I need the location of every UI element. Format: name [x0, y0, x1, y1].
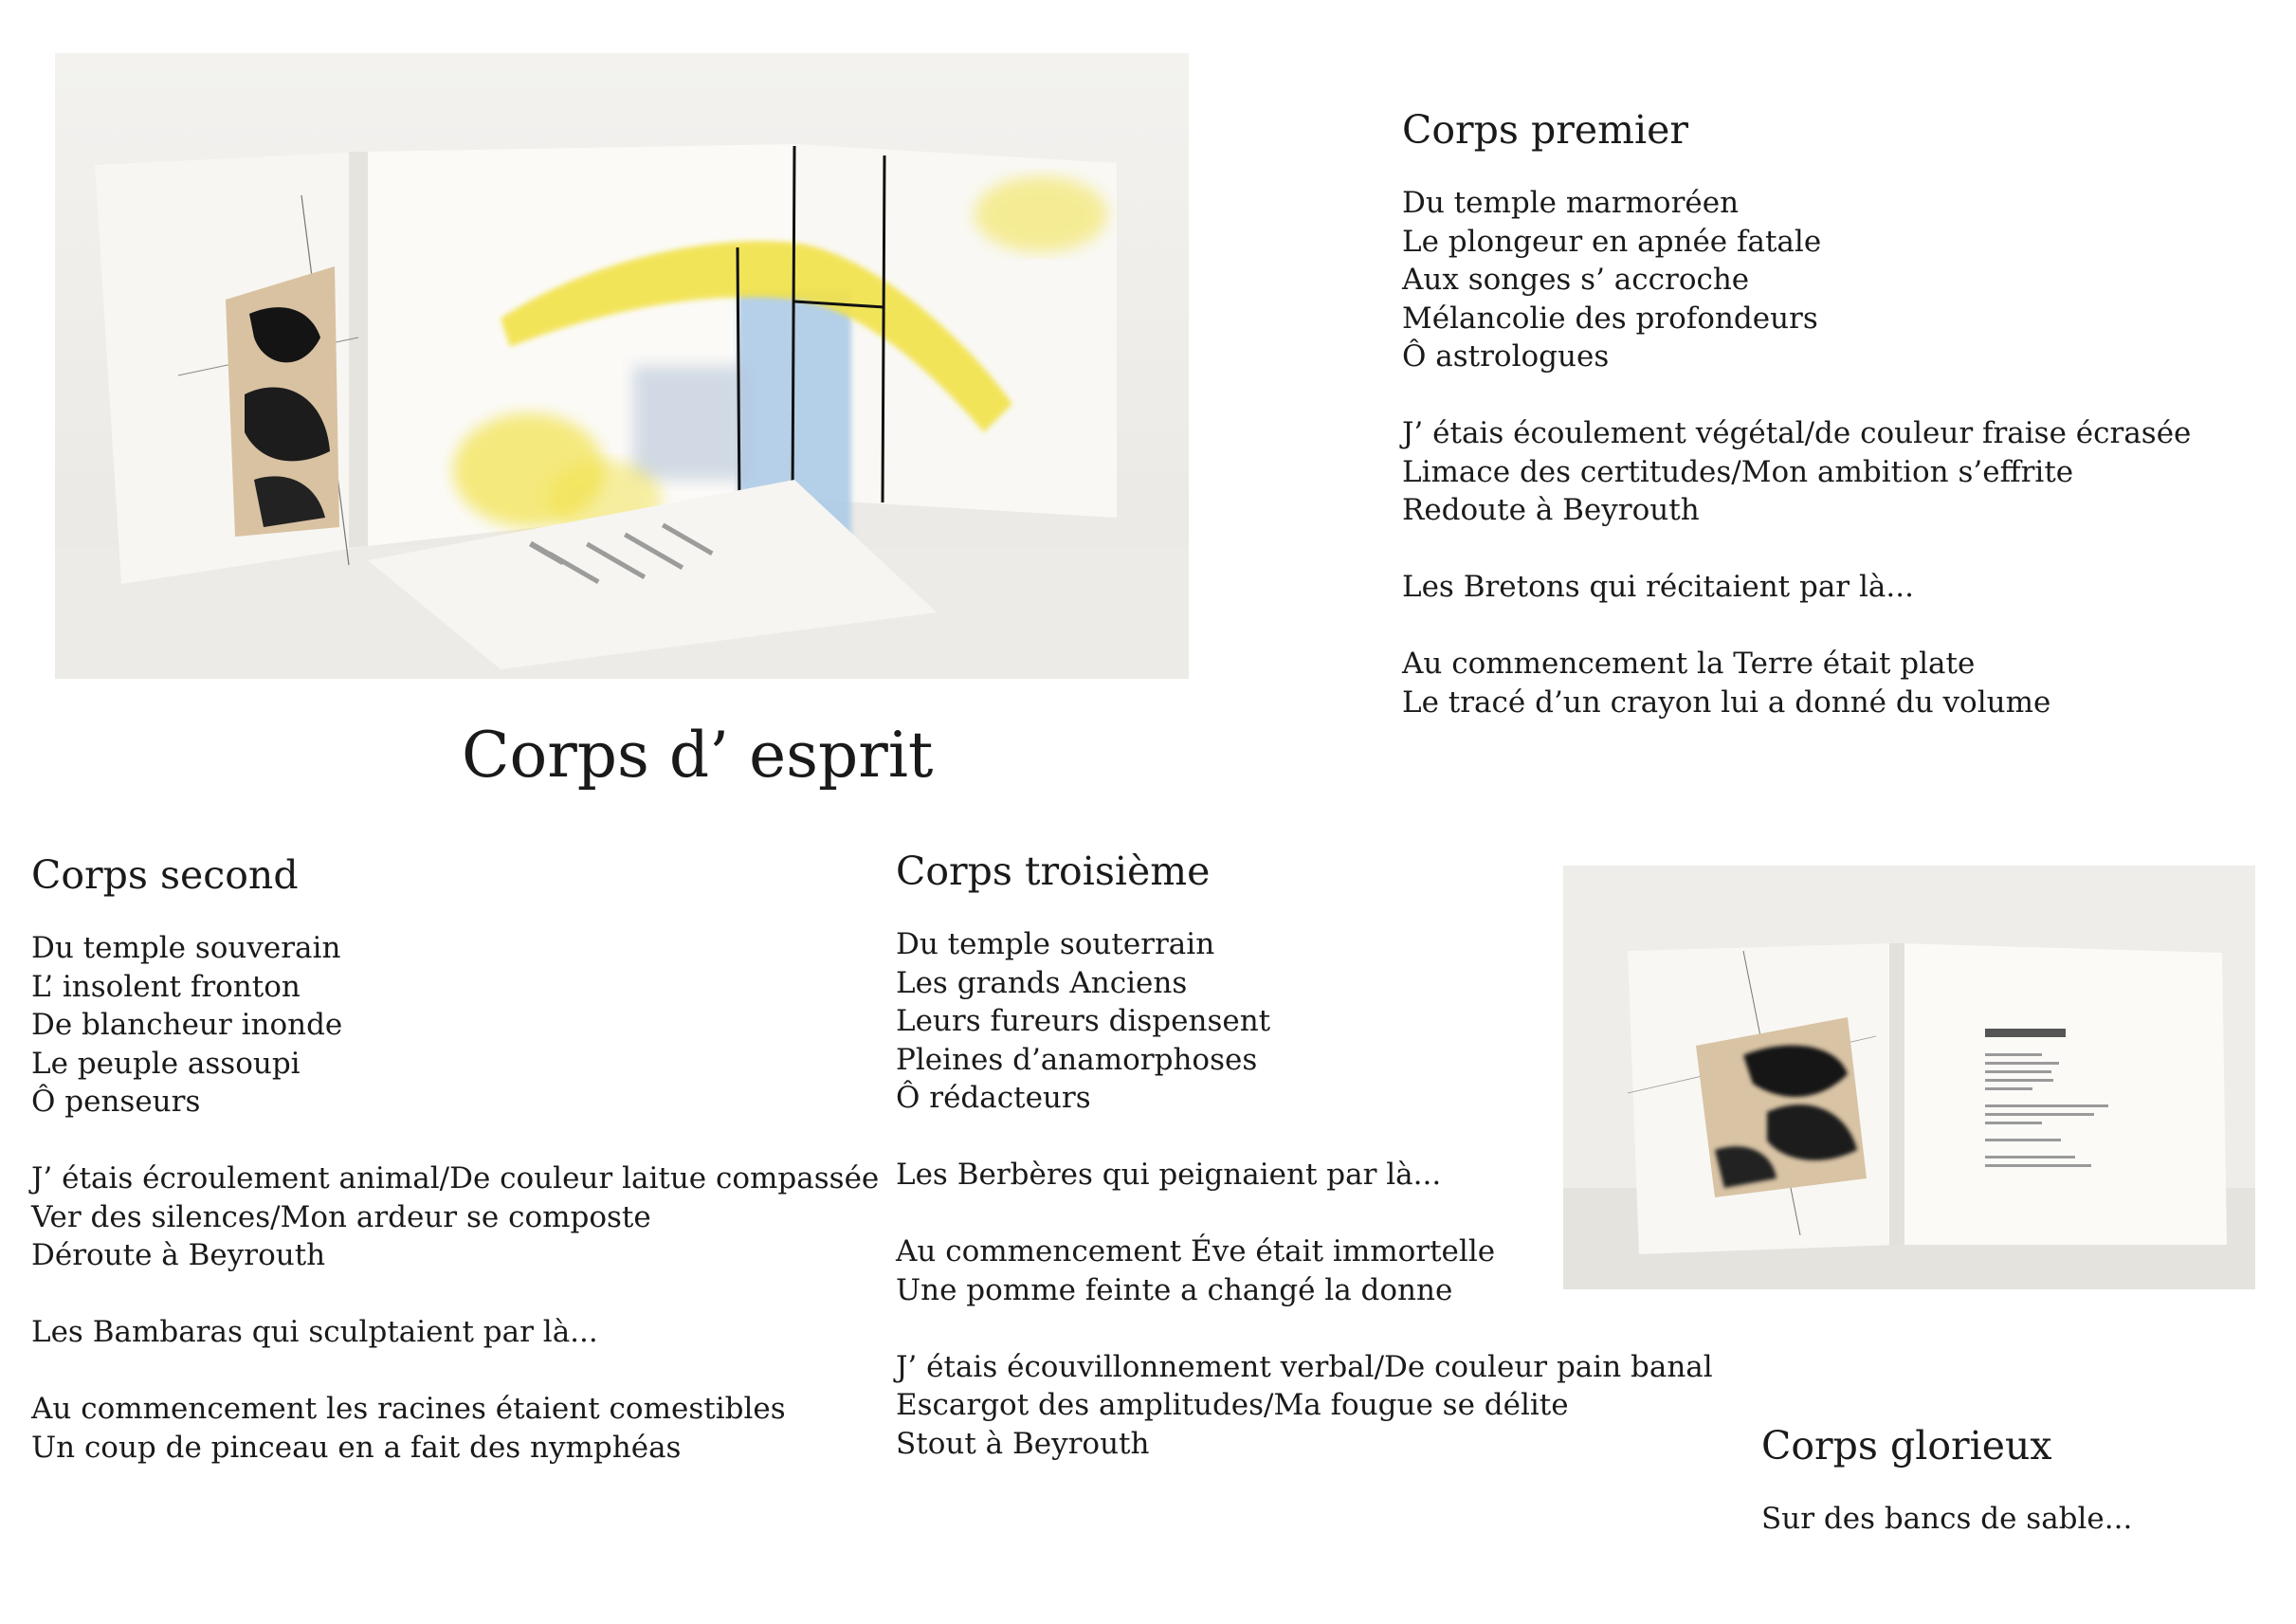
book-photo-accordion-artwork [55, 53, 1189, 679]
page-title: Corps d’ esprit [462, 719, 934, 792]
poem-line: Les Bretons qui récitaient par là... [1402, 570, 1914, 604]
poem-line: Aux songes s’ accroche [1402, 263, 1750, 297]
poem-line: Du temple marmoréen [1402, 186, 1740, 220]
poem-line: Une pomme feinte a changé la donne [896, 1272, 1453, 1307]
poem-line: Au commencement la Terre était plate [1402, 647, 1976, 681]
poem-line: Un coup de pinceau en a fait des nymphéas [31, 1430, 682, 1465]
poem-line: Pleines d’anamorphoses [896, 1042, 1258, 1077]
poem-line: Du temple souterrain [896, 927, 1215, 961]
poem-line: Du temple souverain [31, 931, 341, 965]
poem-line: Mélancolie des profondeurs [1402, 301, 1818, 336]
poem-line: J’ étais écoulement végétal/de couleur fraise écrasée [1402, 416, 2192, 450]
poem-heading: Corps second [31, 852, 299, 898]
poem-line: Le peuple assoupi [31, 1046, 301, 1081]
poem-line: Déroute à Beyrouth [31, 1238, 326, 1272]
poem-line: Stout à Beyrouth [896, 1426, 1150, 1461]
poem-line: J’ étais écouvillonnement verbal/De couleur pain banal [896, 1349, 1713, 1384]
poem-line: Sur des bancs de sable... [1761, 1502, 2133, 1536]
poem-line: Ô penseurs [31, 1085, 201, 1119]
poem-heading: Corps glorieux [1761, 1423, 2052, 1469]
book-photo-open-spread-artwork [1563, 866, 2255, 1289]
poem-line: De blancheur inonde [31, 1008, 343, 1042]
poem-line: L’ insolent fronton [31, 969, 301, 1004]
poem-line: Le plongeur en apnée fatale [1402, 224, 1822, 259]
poem-heading: Corps troisième [896, 848, 1211, 894]
poem-corps-premier [1402, 106, 2191, 721]
book-photo-accordion [55, 53, 1189, 679]
poem-line: Les Berbères qui peignaient par là... [896, 1158, 1442, 1192]
book-photo-open-spread [1563, 866, 2255, 1289]
poem-line: Les grands Anciens [896, 965, 1188, 1000]
poem-line: Au commencement les racines étaient comestibles [31, 1392, 786, 1426]
poem-heading: Corps premier [1402, 107, 1688, 153]
poem-line: Les Bambaras qui sculptaient par là... [31, 1315, 598, 1349]
poem-line: Ô astrologues [1402, 339, 1610, 374]
poem-line: Limace des certitudes/Mon ambition s’effrite [1402, 454, 2074, 489]
poem-line: Ver des silences/Mon ardeur se composte [31, 1199, 651, 1234]
poem-line: Redoute à Beyrouth [1402, 493, 1700, 527]
poem-corps-second [31, 851, 879, 1467]
poem-line: Au commencement Éve était immortelle [896, 1234, 1496, 1268]
poem-line: J’ étais écroulement animal/De couleur laitue compassée [31, 1161, 880, 1195]
poem-line: Leurs fureurs dispensent [896, 1004, 1271, 1038]
poem-line: Escargot des amplitudes/Ma fougue se délite [896, 1388, 1569, 1422]
poem-line: Ô rédacteurs [896, 1081, 1091, 1115]
poem-corps-glorieux [1761, 1422, 2132, 1539]
poem-line: Le tracé d’un crayon lui a donné du volume [1402, 684, 2051, 720]
